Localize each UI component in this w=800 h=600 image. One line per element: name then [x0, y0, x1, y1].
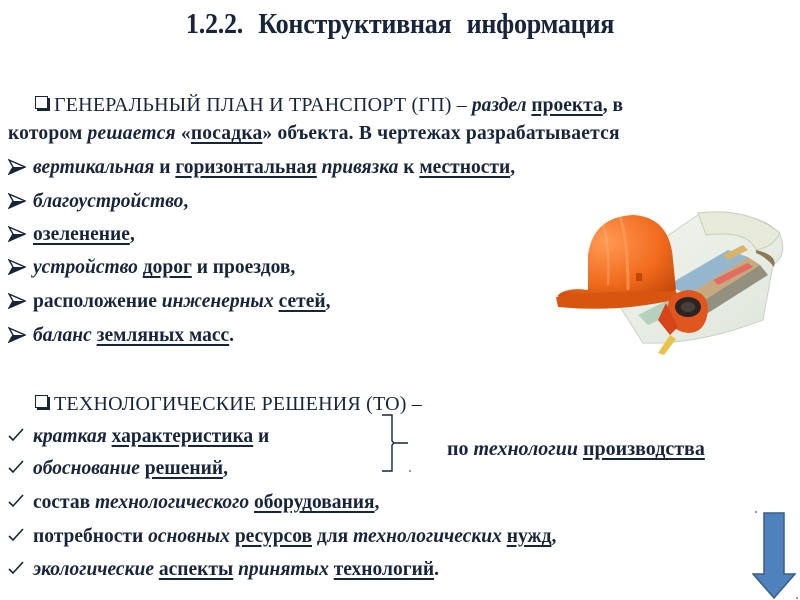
arrowhead-icon	[8, 159, 26, 175]
right-brace-icon	[382, 413, 416, 475]
list-item: краткая характеристика и	[8, 425, 269, 449]
down-arrow-icon[interactable]	[752, 510, 798, 600]
list-item: обоснование решений,	[8, 457, 228, 481]
checkmark-icon	[8, 494, 24, 508]
list-item: устройство дорог и проездов,	[8, 256, 295, 280]
arrowhead-icon	[8, 193, 26, 209]
list-item: баланс земляных масс.	[8, 324, 234, 348]
hard-hat-blueprint-illustration	[548, 195, 798, 355]
section-to-header: ТЕХНОЛОГИЧЕСКИЕ РЕШЕНИЯ (ТО) –	[35, 392, 422, 417]
checkmark-icon	[8, 528, 24, 542]
arrowhead-icon	[8, 226, 26, 242]
checkmark-icon	[8, 460, 24, 474]
arrowhead-icon	[8, 259, 26, 275]
hollow-square-icon	[35, 395, 48, 408]
list-item: потребности основных ресурсов для технологических нужд,	[8, 525, 556, 549]
brace-label: по технологии производства	[447, 438, 705, 460]
slide-title: 1.2.2. Конструктивная информация	[185, 8, 615, 40]
arrowhead-icon	[8, 327, 26, 343]
checkmark-icon	[8, 428, 24, 442]
list-item: вертикальная и горизонтальная привязка к местности,	[8, 156, 515, 180]
hollow-square-icon	[35, 96, 48, 109]
list-item: благоустройство,	[8, 190, 188, 214]
section-gp-header: ГЕНЕРАЛЬНЫЙ ПЛАН И ТРАНСПОРТ (ГП) – раздел проекта, в	[35, 93, 623, 118]
checkmark-icon	[8, 561, 24, 575]
list-item: экологические аспекты принятых технологий.	[8, 558, 439, 582]
list-item: состав технологического оборудования,	[8, 491, 379, 515]
list-item: озеленение,	[8, 223, 135, 247]
section-gp-description: котором решается «посадка» объекта. В чертежах разрабатывается	[8, 123, 620, 144]
arrowhead-icon	[8, 293, 26, 309]
list-item: расположение инженерных сетей,	[8, 290, 331, 314]
